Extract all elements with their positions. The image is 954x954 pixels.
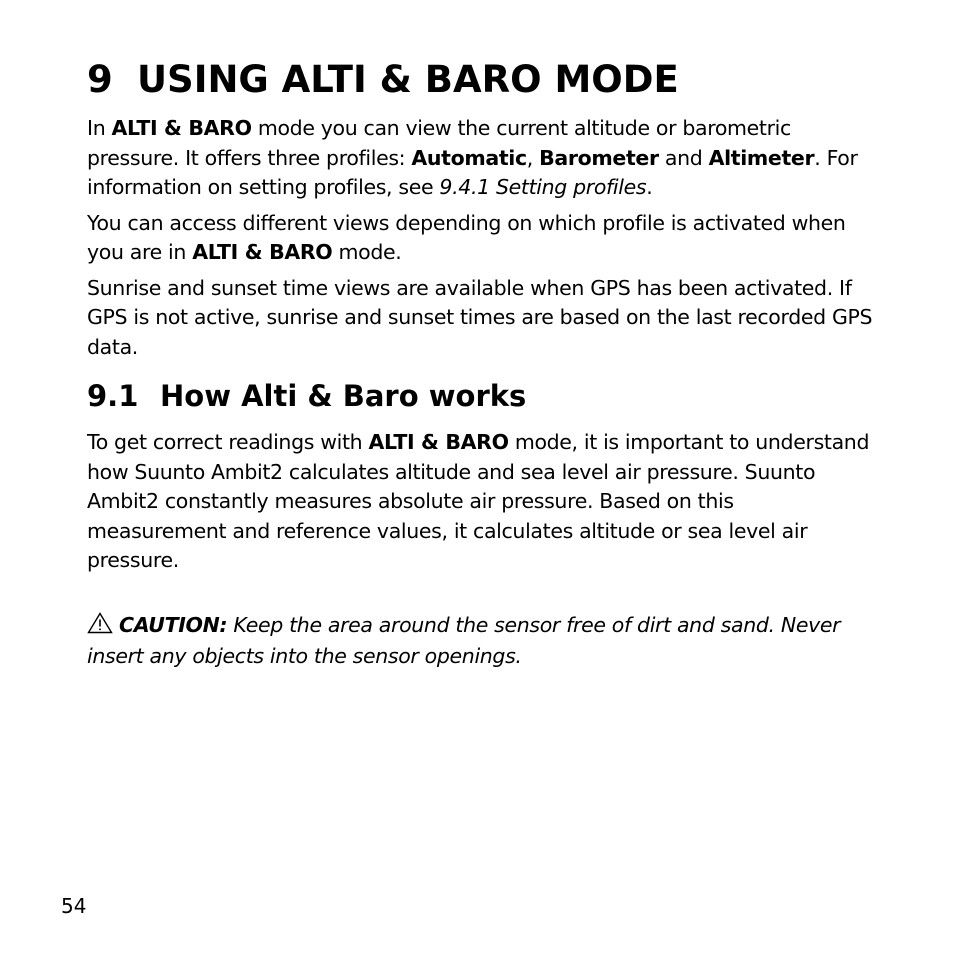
text-run: . xyxy=(646,175,653,199)
text-run: Sunrise and sunset time views are available when GPS has been activated. If GPS is not active, sunrise and sunset times are based on the last recorded GPS data. xyxy=(87,275,873,359)
text-run: You can access different views depending on which profile is activated when you are in xyxy=(87,210,846,264)
chapter-number: 9 xyxy=(87,58,113,101)
mode-name: ALTI & BARO xyxy=(111,116,252,140)
views-paragraph xyxy=(87,209,877,268)
profile-automatic: Automatic xyxy=(411,145,527,170)
caution-label: CAUTION: xyxy=(119,612,228,637)
profile-barometer: Barometer xyxy=(539,145,659,170)
profile-altimeter: Altimeter xyxy=(708,145,815,170)
how-it-works-paragraph xyxy=(87,428,877,576)
text-run: and xyxy=(658,145,709,170)
section-title: How Alti & Baro works xyxy=(160,379,527,413)
text-run: mode, it is important to understand how Suunto Ambit2 calculates altitude and sea level air pressure. Suunto Ambit2 constantly measures absolute air pressure. Based on this measurement and reference values, it calculates altitude or sea level air pressure. xyxy=(87,430,870,572)
section-heading xyxy=(87,376,877,416)
intro-paragraph xyxy=(87,114,877,203)
text-run: mode. xyxy=(332,240,402,264)
warning-triangle-icon xyxy=(87,612,119,643)
caution-text: Keep the area around the sensor free of dirt and sand. Never insert any objects into the sensor openings. xyxy=(87,612,841,668)
text-run: . For information on setting profiles, see xyxy=(87,145,858,199)
chapter-title: USING ALTI & BARO MODE xyxy=(137,58,679,101)
text-run: , xyxy=(526,145,540,170)
text-run: mode you can view the current altitude or barometric pressure. It offers three profiles: xyxy=(87,116,791,170)
caution-note xyxy=(87,611,877,672)
page-content xyxy=(87,56,877,672)
sunrise-paragraph xyxy=(87,274,877,363)
page-number: 54 xyxy=(61,894,87,918)
mode-name: ALTI & BARO xyxy=(192,240,333,264)
cross-reference-link[interactable]: 9.4.1 Setting profiles xyxy=(439,175,647,199)
text-run: In xyxy=(87,116,112,140)
section-number: 9.1 xyxy=(87,379,139,413)
mode-name: ALTI & BARO xyxy=(368,430,509,454)
text-run: To get correct readings with xyxy=(87,430,369,454)
chapter-heading xyxy=(87,56,877,104)
